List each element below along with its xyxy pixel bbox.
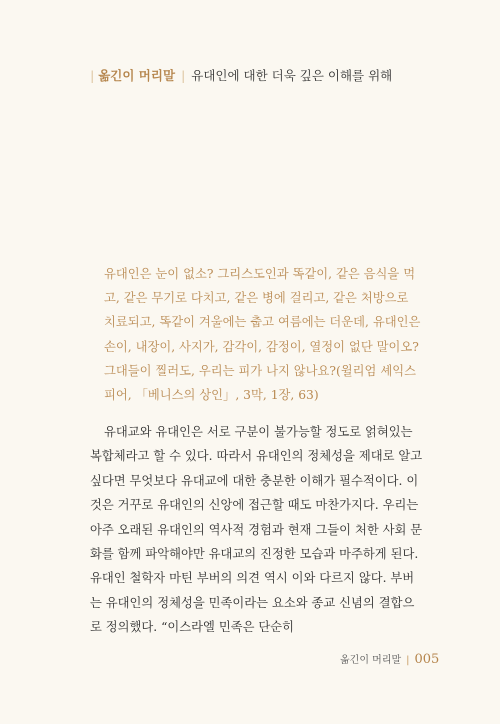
page-header	[90, 66, 392, 84]
running-title: 옮긴이 머리말	[340, 655, 402, 666]
page-number: 005	[414, 652, 440, 667]
body-text	[90, 420, 424, 640]
footer-divider: |	[406, 655, 410, 666]
chapter-title: 옮긴이 머리말	[98, 68, 176, 83]
body-paragraph: 유대교와 유대인은 서로 구분이 불가능할 정도로 얽혀있는 복합체라고 할 수 있다. 따라서 유대인의 정체성을 제대로 알고 싶다면 무엇보다 유대교에 대한 충분한 이해가 필수적이다. 이것은 거꾸로 유대인의 신앙에 접근할 때도 마찬가지다. 우리는 아주 오래된 유대인의 역사적 경험과 현재 그들이 처한 사회 문화를 함께 파악해야만 유대교의 진정한 모습과 마주하게 된다. 유대인 철학자 마틴 부버의 의견 역시 이와 다르지 않다. 부버는 유대인의 정체성을 민족이라는 요소와 종교 신념의 결합으로 정의했다. “이스라엘 민족은 단순히	[90, 425, 423, 635]
epigraph-text: 유대인은 눈이 없소? 그리스도인과 똑같이, 같은 음식을 먹고, 같은 무기로 다치고, 같은 병에 걸리고, 같은 처방으로 치료되고, 똑같이 겨울에는 춥고 여름에는 더운데, 유대인은 손이, 내장이, 사지가, 감각이, 감정이, 열정이 없단 말이오? 그대들이 찔러도, 우리는 피가 나지 않나요?(윌리엄 셰익스피어, 「베니스의 상인」, 3막, 1장, 63)	[104, 267, 421, 403]
chapter-subtitle: 유대인에 대한 더욱 깊은 이해를 위해	[191, 68, 393, 83]
header-divider: |	[181, 67, 186, 83]
epigraph-quote	[104, 262, 424, 407]
header-divider: |	[90, 67, 95, 83]
page-footer	[340, 651, 439, 667]
